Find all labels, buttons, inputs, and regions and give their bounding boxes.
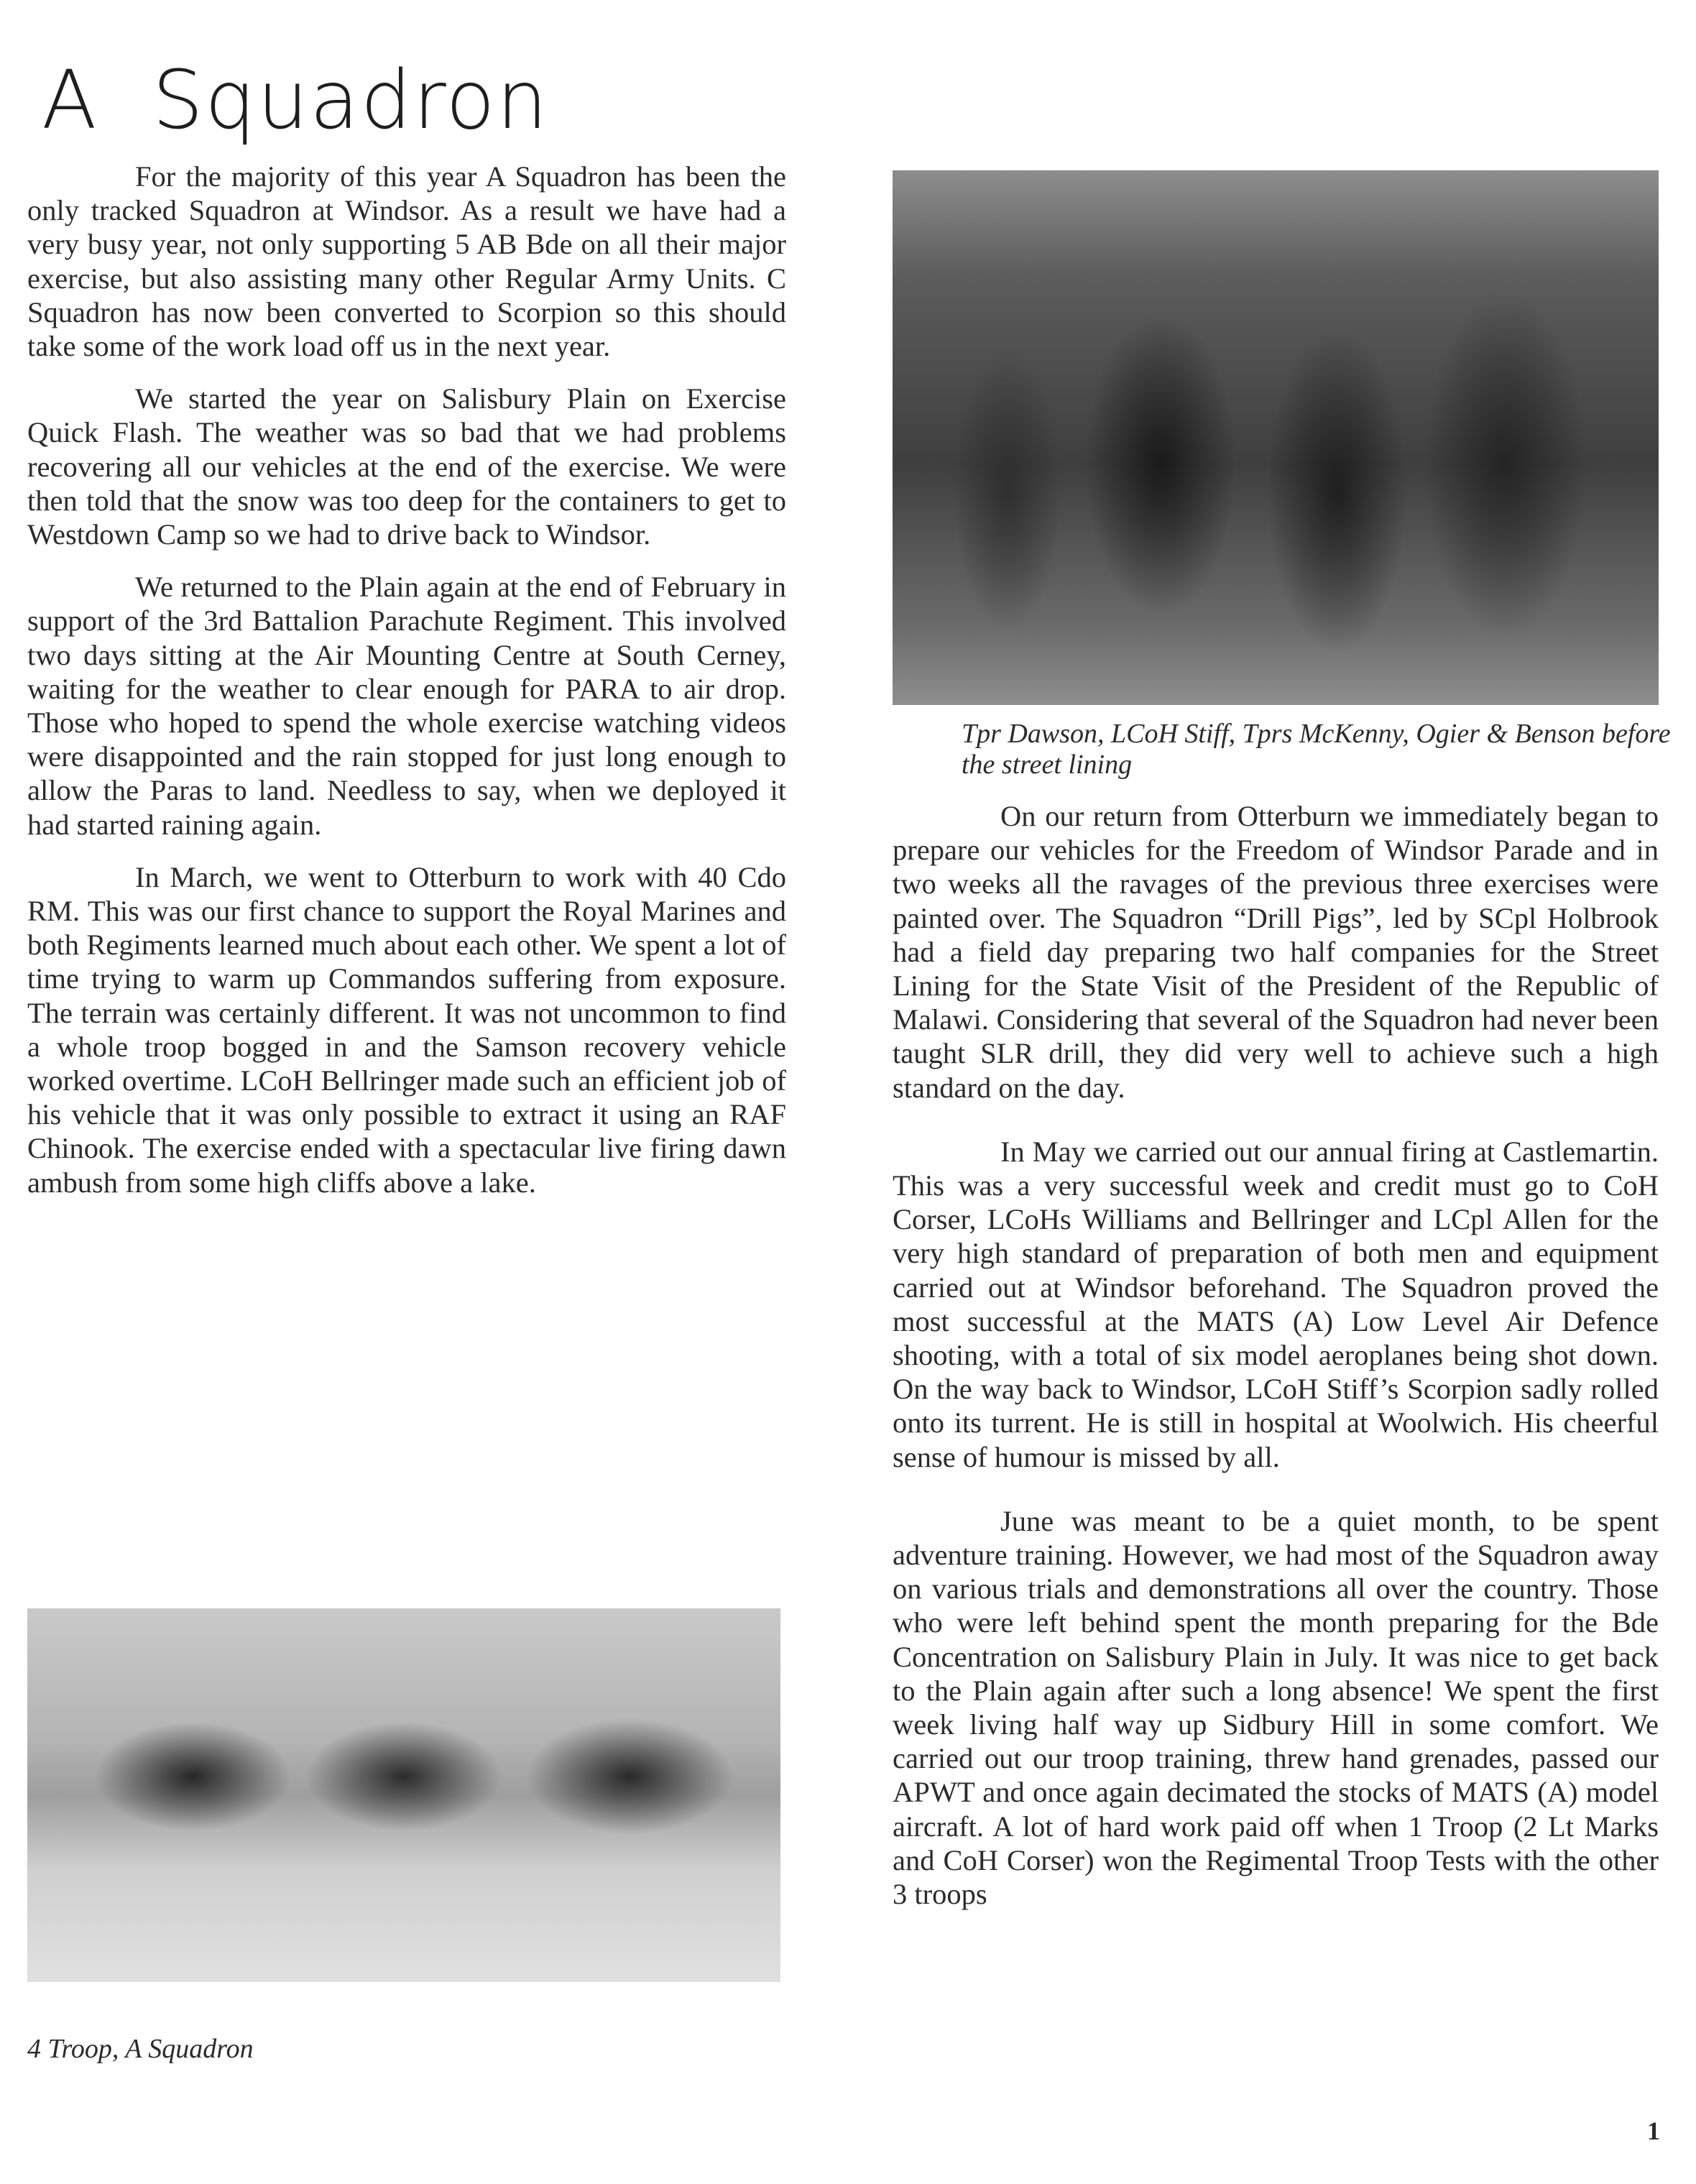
page-title: A Squadron [42,54,549,148]
tanks-photo [27,1608,780,1982]
tanks-photo-caption: 4 Troop, A Squadron [27,2034,254,2064]
paragraph: For the majority of this year A Squadron has been the only tracked Squadron at Windsor. As a result we have had a very busy year, not only supporting 5 AB Bde on all their major exercise, but also assisting many other Regular Army Units. C Squadron has now been converted to Scorpion so this should take some of the work load off us in the next year. [27,160,786,363]
parade-photo-caption: Tpr Dawson, LCoH Stiff, Tprs McKenny, Ogier & Benson before the street lining [962,719,1671,780]
left-column [27,160,786,1218]
right-column [893,799,1659,1941]
paragraph: We returned to the Plain again at the end of February in support of the 3rd Battalion Parachute Regiment. This involved two days sitting at the Air Mounting Centre at South Cerney, waiting for the weather to clear enough for PARA to air drop. Those who hoped to spend the whole exercise watching videos were disappointed and the rain stopped for just long enough to allow the Paras to land. Needless to say, when we deployed it had started raining again. [27,571,786,841]
paragraph: On our return from Otterburn we immediately began to prepare our vehicles for the Freedom of Windsor Parade and in two weeks all the ravages of the previous three exercises were painted over. The Squadron “Drill Pigs”, led by SCpl Holbrook had a field day preparing two half companies for the Street Lining for the State Visit of the President of the Republic of Malawi. Considering that several of the Squadron had never been taught SLR drill, they did very well to achieve such a high standard on the day. [893,800,1659,1104]
paragraph: In May we carried out our annual firing at Castlemartin. This was a very successful week and credit must go to CoH Corser, LCoHs Williams and Bellringer and LCpl Allen for the very high standard of preparation of both men and equipment carried out at Windsor beforehand. The Squadron proved the most successful at the MATS (A) Low Level Air Defence shooting, with a total of six model aeroplanes being shot down. On the way back to Windsor, LCoH Stiff’s Scorpion sadly rolled onto its turrent. He is still in hospital at Woolwich. His cheerful sense of humour is missed by all. [893,1135,1659,1473]
paragraph: In March, we went to Otterburn to work with 40 Cdo RM. This was our first chance to support the Royal Marines and both Regiments learned much about each other. We spent a lot of time trying to warm up Commandos suffering from exposure. The terrain was certainly different. It was not uncommon to find a whole troop bogged in and the Samson recovery vehicle worked overtime. LCoH Bellringer made such an efficient job of his vehicle that it was only possible to extract it using an RAF Chinook. The exercise ended with a spectacular live firing dawn ambush from some high cliffs above a lake. [27,860,786,1199]
paragraph: June was meant to be a quiet month, to be spent adventure training. However, we had most of the Squadron away on various trials and demonstrations all over the country. Those who were left behind spent the month preparing for the Bde Concentration on Salisbury Plain in July. It was nice to get back to the Plain again after such a long absence! We spent the first week living half way up Sidbury Hill in some comfort. We carried out our troop training, threw hand grenades, passed our APWT and once again decimated the stocks of MATS (A) model aircraft. A lot of hard work paid off when 1 Troop (2 Lt Marks and CoH Corser) won the Regimental Troop Tests with the other 3 troops [893,1504,1659,1911]
parade-photo [893,170,1659,705]
page-number: 1 [1647,2116,1660,2145]
paragraph: We started the year on Salisbury Plain on Exercise Quick Flash. The weather was so bad that we had problems recovering all our vehicles at the end of the exercise. We were then told that the snow was too deep for the containers to get to Westdown Camp so we had to drive back to Windsor. [27,382,786,551]
